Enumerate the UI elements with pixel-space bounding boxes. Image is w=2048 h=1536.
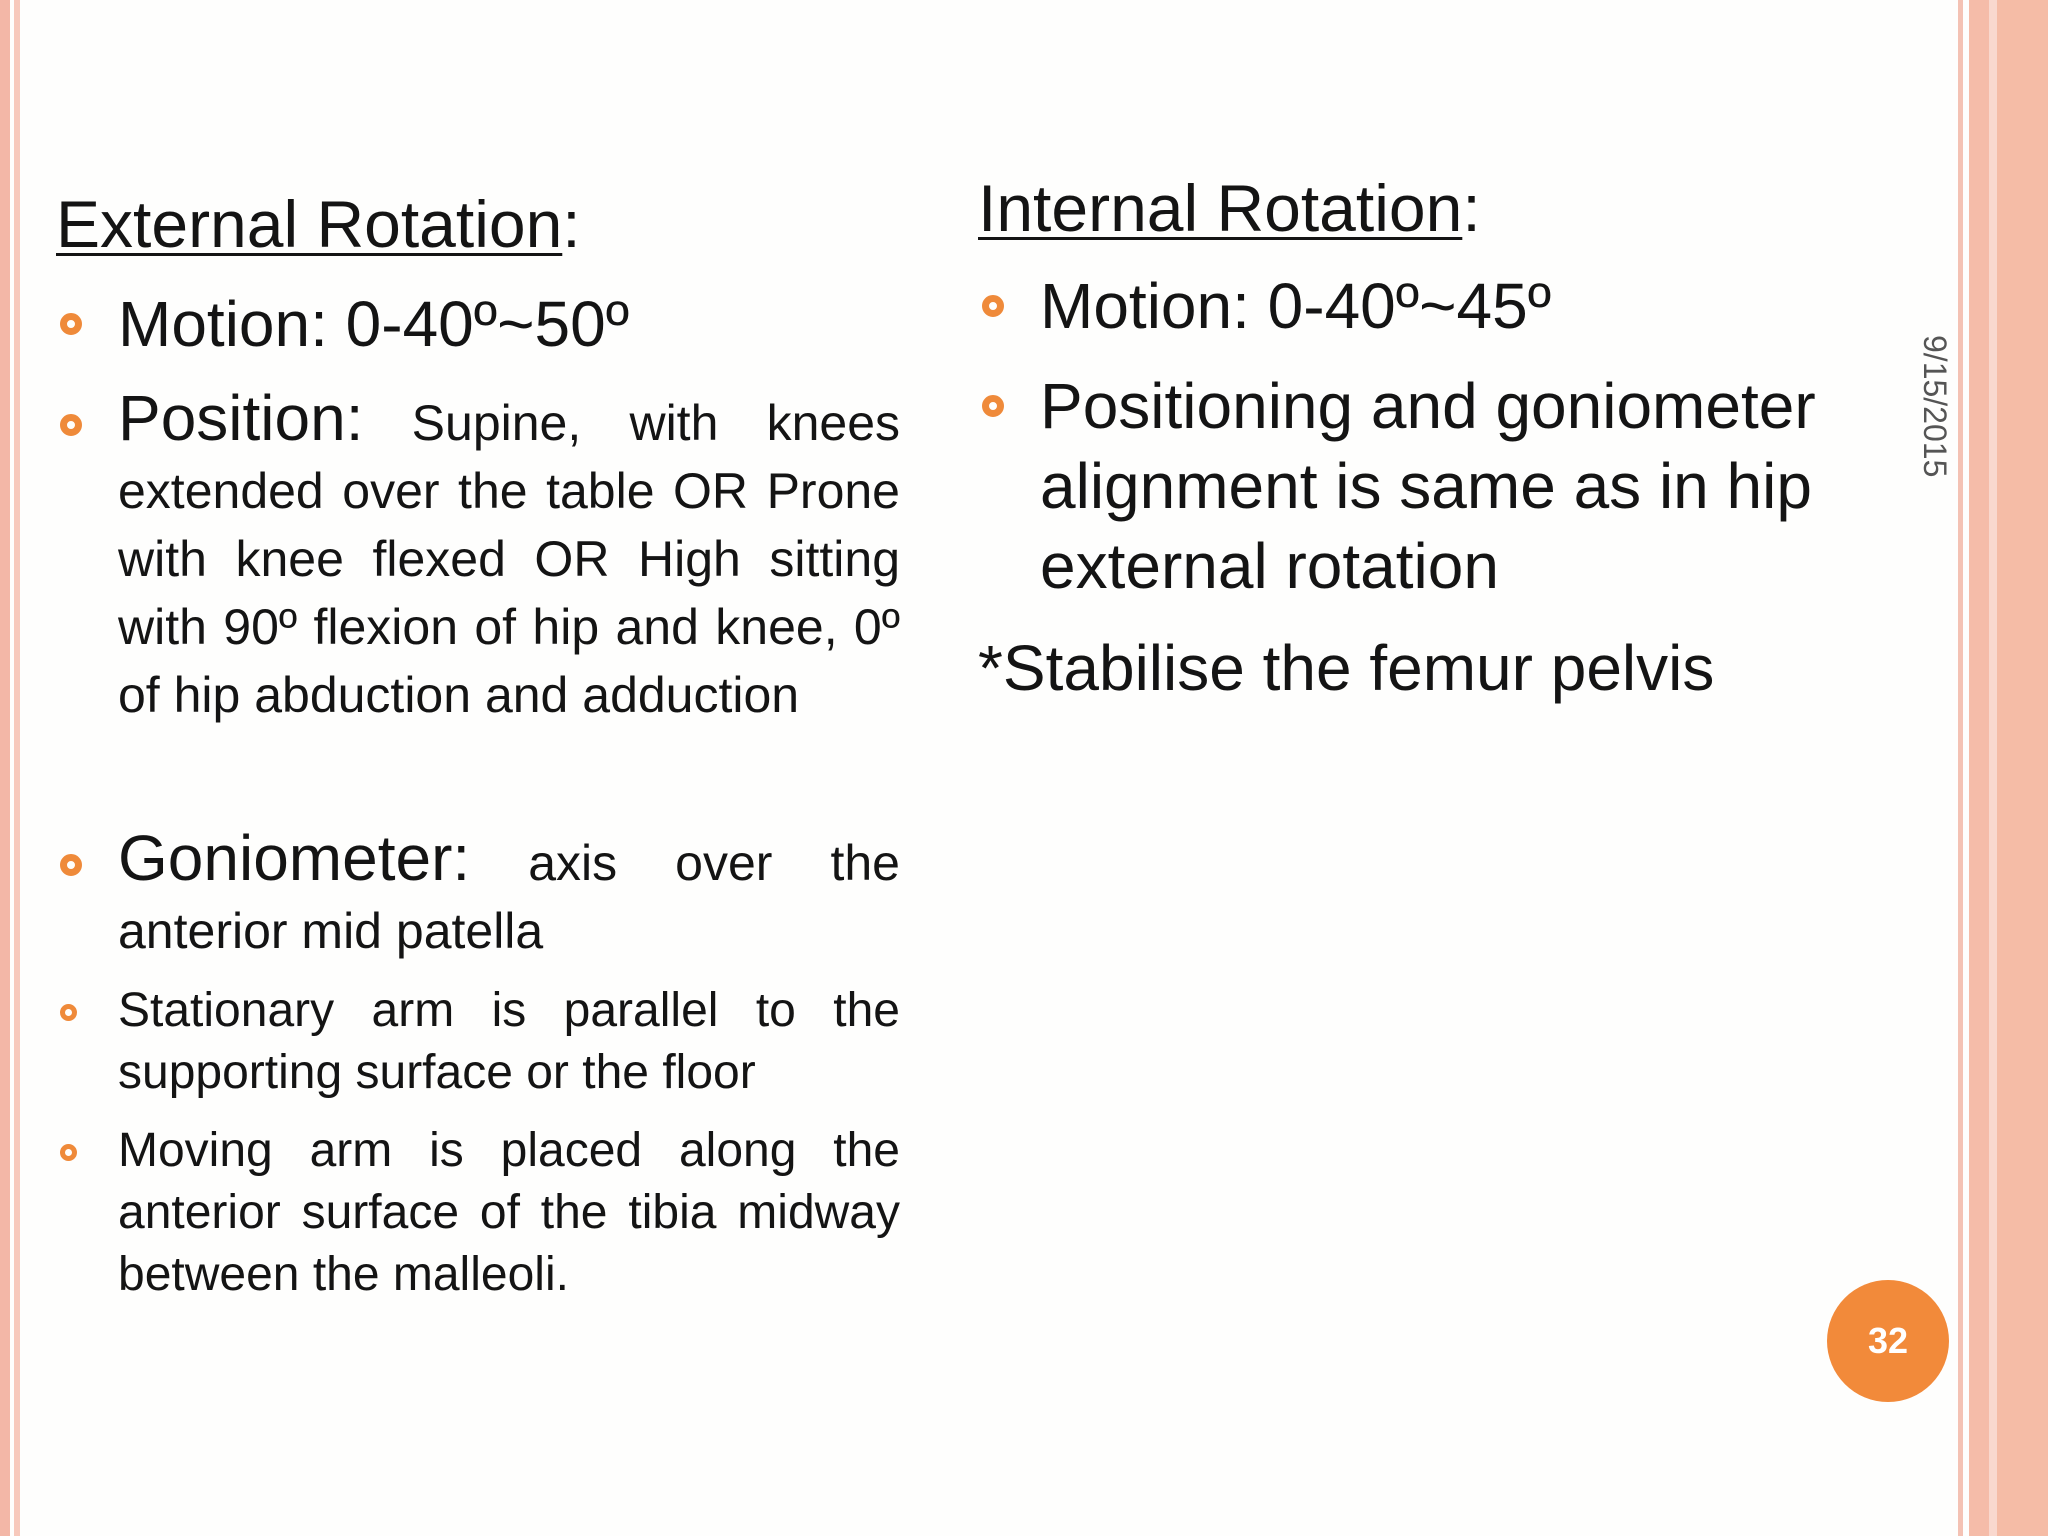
- circle-bullet-icon: [60, 1004, 77, 1021]
- right-border-band-outer: [1997, 0, 2048, 1536]
- left-border-stripe-inner: [14, 0, 20, 1536]
- circle-bullet-icon: [60, 854, 82, 876]
- external-rotation-heading: [56, 186, 581, 262]
- circle-bullet-icon: [60, 1144, 77, 1161]
- list-item-position: [60, 384, 900, 729]
- goniometer-text: axis over the anterior mid patella: [118, 835, 900, 959]
- circle-bullet-icon: [60, 313, 82, 335]
- stationary-arm-text: Stationary arm is parallel to the supporting surface or the floor: [118, 984, 900, 1099]
- slide-date: 9/15/2015: [1917, 335, 1953, 478]
- internal-motion-text: Motion: 0-40º~45º: [1040, 270, 1552, 342]
- list-item-internal-motion: [982, 266, 1882, 346]
- right-border-band: [1969, 0, 1989, 1536]
- circle-bullet-icon: [982, 295, 1004, 317]
- heading-colon: :: [1462, 171, 1481, 245]
- internal-rotation-title: Internal Rotation: [978, 171, 1463, 245]
- stabilise-note: [978, 628, 1878, 708]
- list-item-moving-arm: [60, 1120, 900, 1306]
- heading-colon: :: [562, 187, 581, 261]
- position-text: Supine, with knees extended over the table OR Prone with knee flexed OR High sitting with 90º flexion of hip and knee, 0º of hip abduction and adduction: [118, 395, 900, 723]
- page-number-badge: [1827, 1280, 1949, 1402]
- circle-bullet-icon: [60, 414, 82, 436]
- page-number: 32: [1867, 1320, 1909, 1361]
- moving-arm-text: Moving arm is placed along the anterior surface of the tibia midway between the malleoli.: [118, 1124, 900, 1301]
- stabilise-note-text: *Stabilise the femur pelvis: [978, 632, 1715, 704]
- goniometer-label: Goniometer:: [118, 822, 471, 894]
- left-border-stripe: [0, 0, 10, 1536]
- positioning-text: Positioning and goniometer alignment is same as in hip external rotation: [1040, 370, 1816, 602]
- right-border-line: [1958, 0, 1963, 1536]
- right-border-band-light: [1989, 0, 1997, 1536]
- external-rotation-title: External Rotation: [56, 187, 563, 261]
- position-label: Position:: [118, 382, 364, 454]
- list-item-goniometer: [60, 824, 900, 965]
- list-item-motion: [60, 284, 900, 364]
- internal-rotation-heading: [978, 170, 1481, 246]
- circle-bullet-icon: [982, 395, 1004, 417]
- motion-text: Motion: 0-40º~50º: [118, 288, 630, 360]
- list-item-positioning: [982, 366, 1882, 606]
- list-item-stationary-arm: [60, 980, 900, 1104]
